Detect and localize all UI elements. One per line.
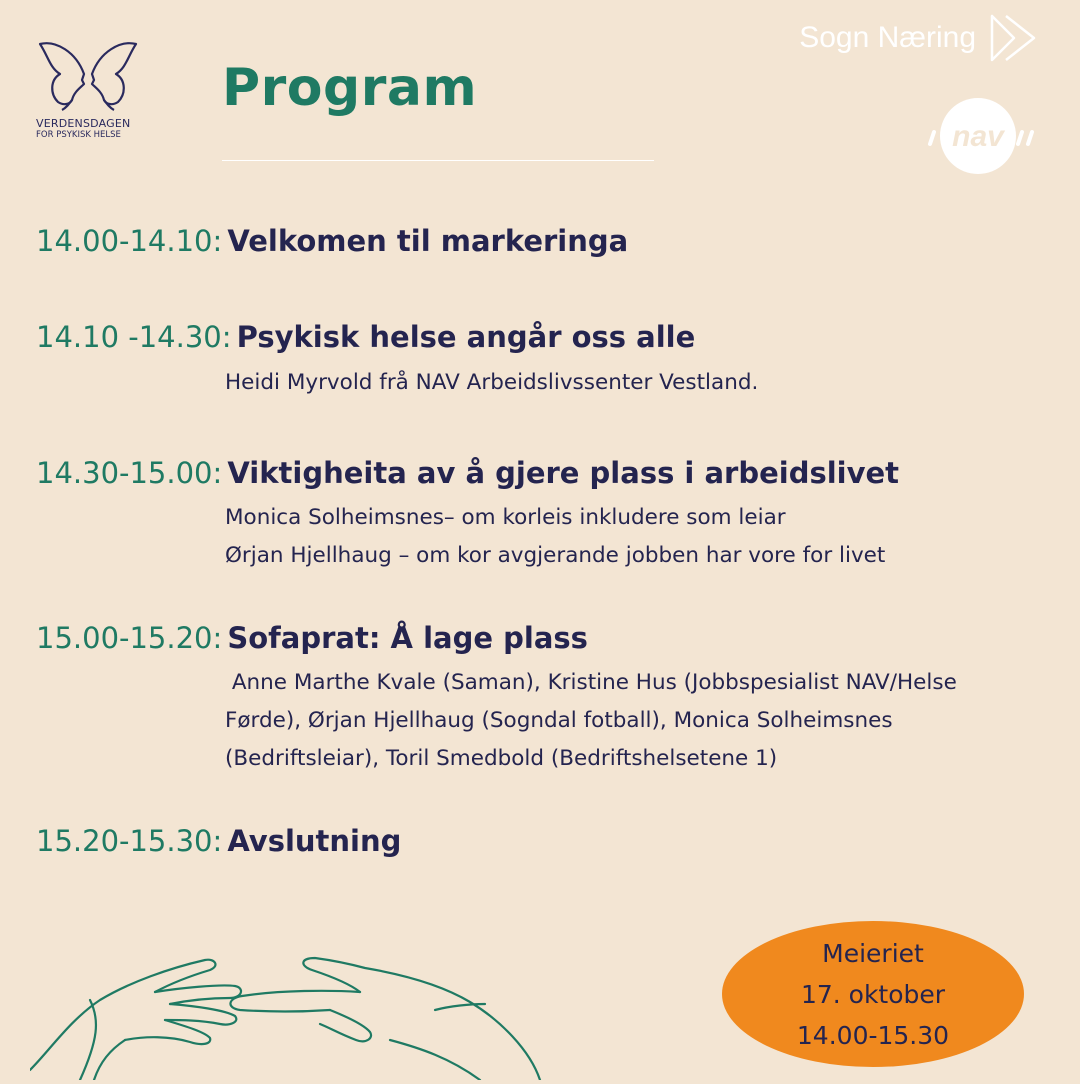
reaching-hands-icon	[30, 940, 550, 1080]
program-item-3	[36, 456, 899, 490]
nav-logo	[922, 96, 1040, 180]
program-time: 15.00-15.20:	[36, 621, 223, 655]
program-detail: (Bedriftsleiar), Toril Smedbold (Bedriftshelsetene 1)	[225, 746, 778, 771]
program-detail: Anne Marthe Kvale (Saman), Kristine Hus (Jobbspesialist NAV/Helse	[225, 670, 957, 695]
program-item-5	[36, 824, 401, 858]
logo-text-line1: VERDENSDAGEN	[36, 117, 131, 130]
program-title: Psykisk helse angår oss alle	[236, 320, 696, 354]
program-detail: Førde), Ørjan Hjellhaug (Sogndal fotball), Monica Solheimsnes	[225, 708, 893, 733]
play-arrows-icon	[988, 12, 1038, 64]
program-title: Avslutning	[227, 824, 402, 858]
logo-text-line2: FOR PSYKISK HELSE	[36, 130, 121, 140]
program-title: Sofaprat: Å lage plass	[227, 621, 588, 655]
program-time: 14.10 -14.30:	[36, 320, 232, 354]
program-time: 14.30-15.00:	[36, 456, 223, 490]
program-time: 14.00-14.10:	[36, 224, 223, 258]
program-item-1	[36, 224, 628, 258]
hands-illustration	[30, 940, 550, 1084]
event-info-badge	[722, 921, 1024, 1067]
program-time: 15.20-15.30:	[36, 824, 223, 858]
page-title: Program	[222, 58, 478, 118]
program-detail: Heidi Myrvold frå NAV Arbeidslivssenter Vestland.	[225, 370, 759, 395]
butterfly-faces-icon	[36, 38, 140, 112]
program-detail: Ørjan Hjellhaug – om kor avgjerande jobben har vore for livet	[225, 543, 886, 568]
badge-time: 14.00-15.30	[796, 1020, 950, 1050]
nav-logo-icon	[922, 96, 1040, 176]
program-item-4	[36, 621, 588, 655]
badge-date: 17. oktober	[800, 979, 946, 1009]
sponsor-name: Sogn Næring	[799, 21, 976, 54]
program-item-2	[36, 320, 695, 354]
nav-logo-text: nav	[952, 120, 1004, 153]
verdensdagen-logo	[36, 38, 156, 140]
program-title: Viktigheita av å gjere plass i arbeidslivet	[227, 456, 900, 490]
program-detail: Monica Solheimsnes– om korleis inkludere som leiar	[225, 505, 786, 530]
sogn-naering-logo	[799, 12, 1038, 64]
badge-place: Meieriet	[822, 938, 924, 968]
title-divider	[222, 160, 654, 161]
program-title: Velkomen til markeringa	[227, 224, 629, 258]
